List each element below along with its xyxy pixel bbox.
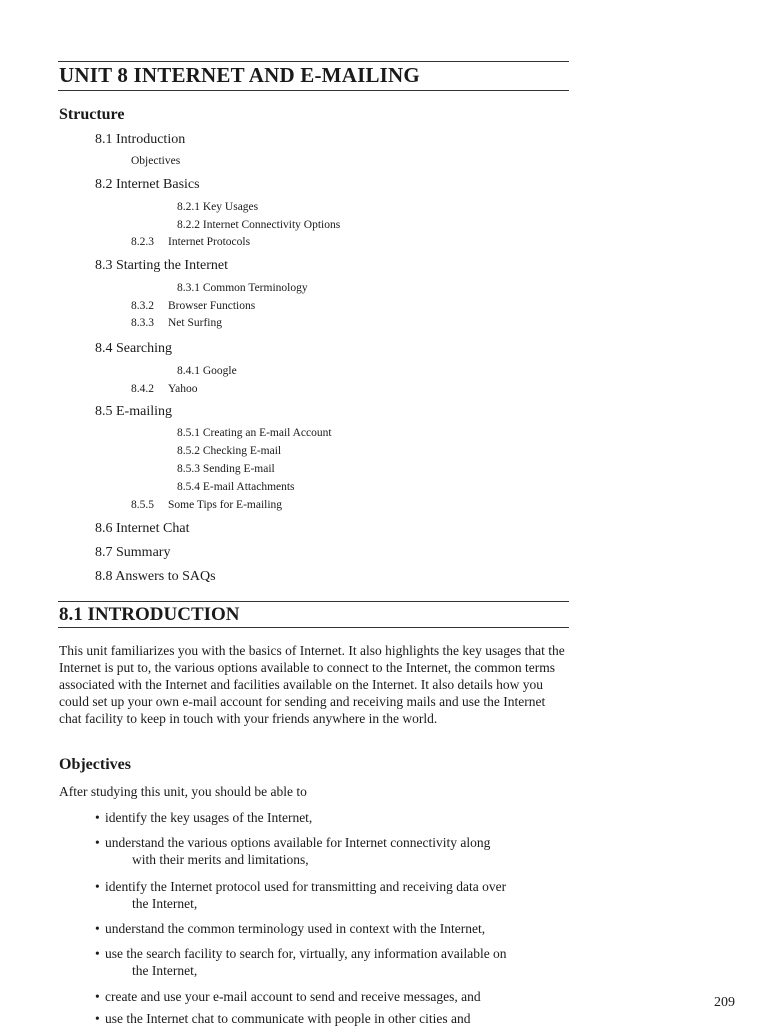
toc-item-8-5-2: 8.5.2 Checking E-mail [177,445,282,457]
bullet-icon: • [95,946,100,961]
toc-item-8-4-2 [131,383,198,395]
toc-item-8-5-3: 8.5.3 Sending E-mail [177,463,275,475]
toc-item-label: Some Tips for E-mailing [168,499,283,511]
page-number: 209 [714,995,735,1010]
list-item [95,988,570,1005]
toc-item-number: 8.5.5 [131,499,154,511]
bullet-icon: • [95,810,100,825]
toc-item-8-5: 8.5 E-mailing [95,404,172,419]
toc-item-8-1: 8.1 Introduction [95,132,186,147]
toc-item-8-2-1: 8.2.1 Key Usages [177,201,259,213]
toc-item-label: Net Surfing [168,317,222,329]
unit-title: UNIT 8 INTERNET AND E-MAILING [59,63,420,87]
list-item-text: use the Internet chat to communicate with people in other cities and [105,1011,471,1026]
toc-item-objectives: Objectives [131,155,181,167]
toc-item-8-7: 8.7 Summary [95,545,171,560]
toc-item-number: 8.4.2 [131,383,154,395]
list-item [95,809,570,826]
list-item [95,1010,570,1027]
section-top-rule [58,601,569,602]
bullet-icon: • [95,989,100,1004]
list-item-text: create and use your e-mail account to send and receive messages, and [105,989,481,1004]
toc-item-8-2: 8.2 Internet Basics [95,177,200,192]
toc-item-label: Browser Functions [168,300,256,312]
list-item [95,920,570,937]
bullet-icon: • [95,879,100,894]
toc-item-label: Internet Protocols [168,236,251,248]
list-item-text: identify the Internet protocol used for transmitting and receiving data over [105,879,507,894]
toc-item-number: 8.3.2 [131,300,154,312]
toc-item-8-4: 8.4 Searching [95,341,172,356]
toc-item-8-3: 8.3 Starting the Internet [95,258,228,273]
bullet-icon: • [95,1011,100,1026]
section-title: 8.1 INTRODUCTION [59,604,240,625]
toc-item-label: Yahoo [168,383,198,395]
toc-item-8-6: 8.6 Internet Chat [95,521,190,536]
bullet-icon: • [95,835,100,850]
list-item [95,945,570,979]
list-item-text: understand the common terminology used in context with the Internet, [105,921,486,936]
toc-item-number: 8.3.3 [131,317,154,329]
toc-item-8-5-4: 8.5.4 E-mail Attachments [177,481,295,493]
title-top-rule [58,61,569,62]
structure-heading: Structure [59,106,125,123]
bullet-icon: • [95,921,100,936]
list-item-text: use the search facility to search for, virtually, any information available on [105,946,507,961]
toc-item-8-3-3 [131,317,222,329]
list-item-text: with their merits and limitations, [132,852,309,867]
list-item-text: the Internet, [132,963,198,978]
list-item [95,834,570,868]
list-item-text: identify the key usages of the Internet, [105,810,313,825]
toc-item-number: 8.2.3 [131,236,154,248]
list-item-text: understand the various options available for Internet connectivity along [105,835,491,850]
list-item-text: the Internet, [132,896,198,911]
toc-item-8-3-2 [131,300,255,312]
toc-item-8-3-1: 8.3.1 Common Terminology [177,282,308,294]
toc-item-8-5-1: 8.5.1 Creating an E-mail Account [177,427,332,439]
toc-item-8-2-3 [131,236,250,248]
toc-item-8-4-1: 8.4.1 Google [177,365,237,377]
title-bottom-rule [58,90,569,91]
objectives-intro: After studying this unit, you should be able to [59,784,307,799]
list-item [95,878,570,912]
intro-paragraph: This unit familiarizes you with the basics of Internet. It also highlights the key usages that the Internet is put to, the various options available to connect to the Internet, the common terms associated with the Internet and facilities available on the Internet. It also details how you could set up your own e-mail account for sending and receiving mails and use the Internet chat facility to keep in touch with your friends anywhere in the world. [59,643,565,726]
objectives-heading: Objectives [59,756,131,773]
section-bottom-rule [58,627,569,628]
toc-item-8-5-5 [131,499,282,511]
toc-item-8-8: 8.8 Answers to SAQs [95,569,216,584]
toc-item-8-2-2: 8.2.2 Internet Connectivity Options [177,219,341,231]
